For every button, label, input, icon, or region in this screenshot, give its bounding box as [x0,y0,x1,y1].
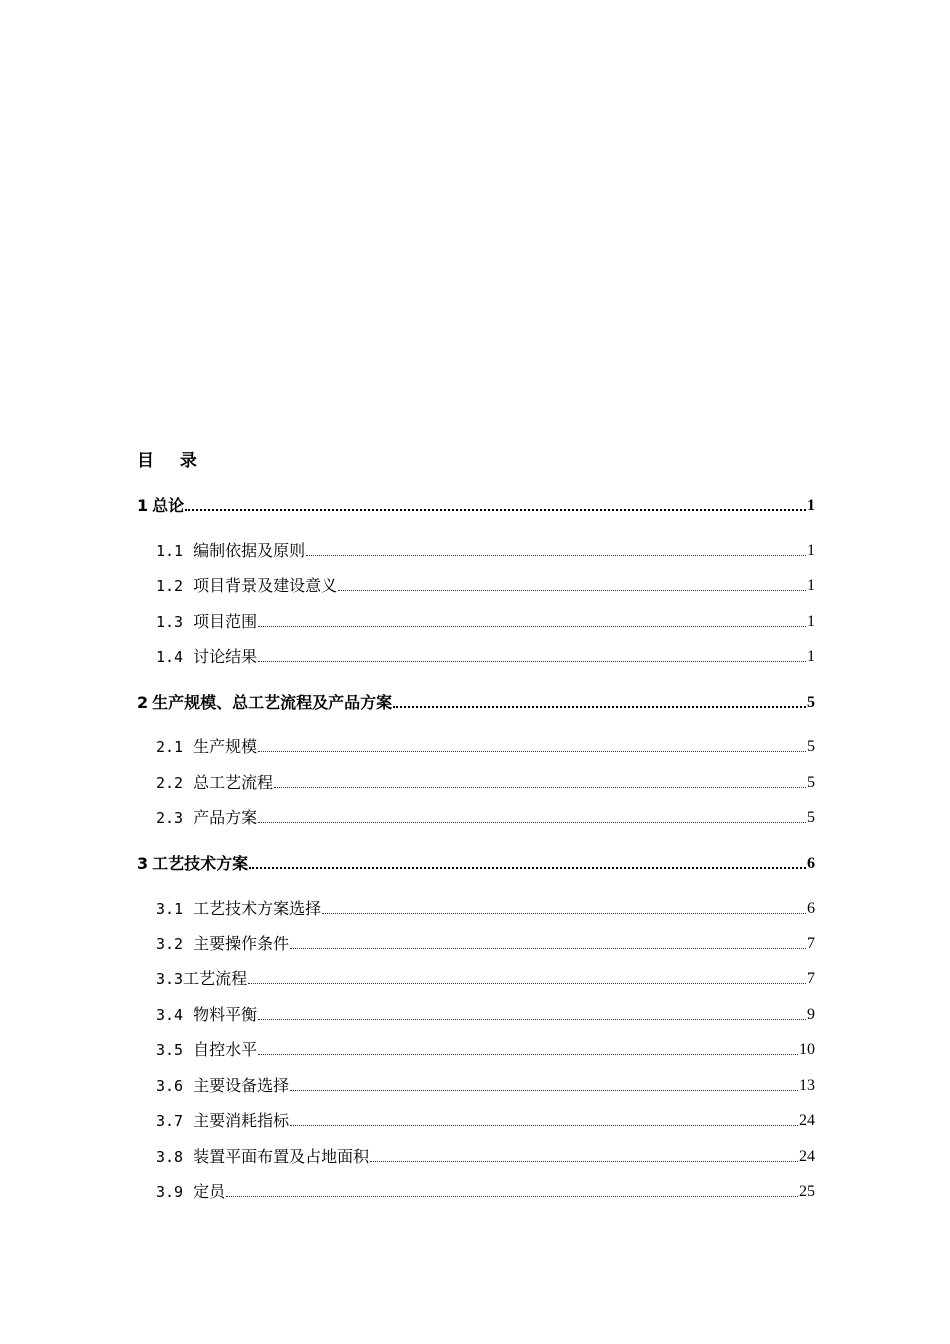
toc-entry-title: 生产规模、总工艺流程及产品方案 [152,693,393,712]
toc-dot-leader [338,589,806,591]
toc-dot-leader [258,1018,806,1020]
toc-entry-page-number: 5 [807,809,815,826]
toc-entry-title: 工艺流程 [183,969,248,988]
toc-dot-leader [258,1053,798,1055]
toc-entry-page-number: 5 [807,738,815,755]
toc-section-entry[interactable] [156,538,815,562]
toc-dot-leader [258,821,806,823]
toc-dot-leader [306,554,806,556]
toc-entry-title: 总工艺流程 [193,773,274,792]
toc-title: 目 录 [137,451,207,471]
toc-section-entry[interactable] [156,1144,815,1168]
toc-dot-leader [393,705,806,708]
toc-entry-number: 2.2 [156,774,184,792]
toc-entry-page-number: 1 [807,497,815,514]
toc-entry-page-number: 24 [799,1148,815,1165]
toc-entry-page-number: 24 [799,1112,815,1129]
toc-entry-number: 3 [137,854,149,873]
toc-section-entry[interactable] [156,1073,815,1097]
toc-entry-title: 工艺技术方案选择 [193,899,322,918]
toc-section-entry[interactable] [156,734,815,758]
toc-section-entry[interactable] [156,1108,815,1132]
toc-entry-number: 1.1 [156,542,184,560]
toc-entry-number: 3.2 [156,935,184,953]
toc-entry-number: 1 [137,496,149,515]
toc-entry-title: 项目背景及建设意义 [193,576,338,595]
toc-entry-page-number: 1 [807,648,815,665]
toc-dot-leader [274,786,806,788]
toc-section-entry[interactable] [156,805,815,829]
toc-entry-page-number: 10 [799,1041,815,1058]
toc-entry-title: 编制依据及原则 [193,541,306,560]
toc-entry-number: 1.2 [156,577,184,595]
toc-section-entry[interactable] [156,966,815,990]
toc-entry-page-number: 7 [807,970,815,987]
toc-section-entry[interactable] [156,931,815,955]
toc-entry-title: 总论 [152,496,185,515]
toc-dot-leader [290,1124,798,1126]
toc-entry-title: 物料平衡 [193,1005,258,1024]
toc-section-entry[interactable] [156,1002,815,1026]
toc-entry-title: 装置平面布置及占地面积 [193,1147,370,1166]
toc-entry-title: 主要操作条件 [193,934,290,953]
toc-entry-page-number: 25 [799,1183,815,1200]
toc-entry-title: 生产规模 [193,737,258,756]
toc-section-entry[interactable] [156,644,815,668]
toc-section-entry[interactable] [156,896,815,920]
toc-entry-title: 自控水平 [193,1040,258,1059]
toc-dot-leader [185,508,806,511]
toc-entry-number: 3.8 [156,1148,184,1166]
toc-entry-page-number: 1 [807,613,815,630]
toc-entry-title: 主要设备选择 [193,1076,290,1095]
toc-entry-page-number: 6 [807,900,815,917]
toc-entry-page-number: 1 [807,577,815,594]
toc-entry-title: 讨论结果 [193,647,258,666]
toc-entry-number: 3.4 [156,1006,184,1024]
toc-dot-leader [226,1195,798,1197]
toc-section-entry[interactable] [156,1179,815,1203]
toc-chapter-entry[interactable] [137,690,815,714]
toc-dot-leader [322,912,806,914]
toc-section-entry[interactable] [156,573,815,597]
toc-dot-leader [290,1089,798,1091]
toc-entry-page-number: 5 [807,774,815,791]
toc-section-entry[interactable] [156,770,815,794]
toc-entry-number: 3.1 [156,900,184,918]
toc-chapter-entry[interactable] [137,493,815,517]
toc-entry-title: 定员 [193,1182,226,1201]
toc-section-entry[interactable] [156,609,815,633]
toc-entry-page-number: 9 [807,1006,815,1023]
toc-entry-title: 主要消耗指标 [193,1111,290,1130]
toc-entry-page-number: 7 [807,935,815,952]
toc-entry-title: 产品方案 [193,808,258,827]
toc-entry-number: 1.3 [156,613,184,631]
toc-entry-page-number: 5 [807,694,815,711]
toc-dot-leader [248,982,806,984]
toc-entry-title: 工艺技术方案 [152,854,249,873]
toc-entry-page-number: 6 [807,855,815,872]
toc-entry-number: 3.6 [156,1077,184,1095]
toc-entry-number: 3.9 [156,1183,184,1201]
toc-dot-leader [249,866,806,869]
toc-entry-page-number: 1 [807,542,815,559]
toc-entry-number: 3.7 [156,1112,184,1130]
toc-chapter-entry[interactable] [137,851,815,875]
toc-section-entry[interactable] [156,1037,815,1061]
toc-entry-number: 3.5 [156,1041,184,1059]
toc-entry-number: 3.3 [156,970,184,988]
toc-dot-leader [258,660,806,662]
toc-dot-leader [258,750,806,752]
toc-dot-leader [370,1160,798,1162]
toc-entry-number: 2 [137,693,149,712]
toc-dot-leader [290,947,806,949]
toc-entry-number: 2.1 [156,738,184,756]
toc-entry-number: 2.3 [156,809,184,827]
toc-dot-leader [258,625,806,627]
toc-entry-title: 项目范围 [193,612,258,631]
toc-entry-number: 1.4 [156,648,184,666]
toc-entry-page-number: 13 [799,1077,815,1094]
